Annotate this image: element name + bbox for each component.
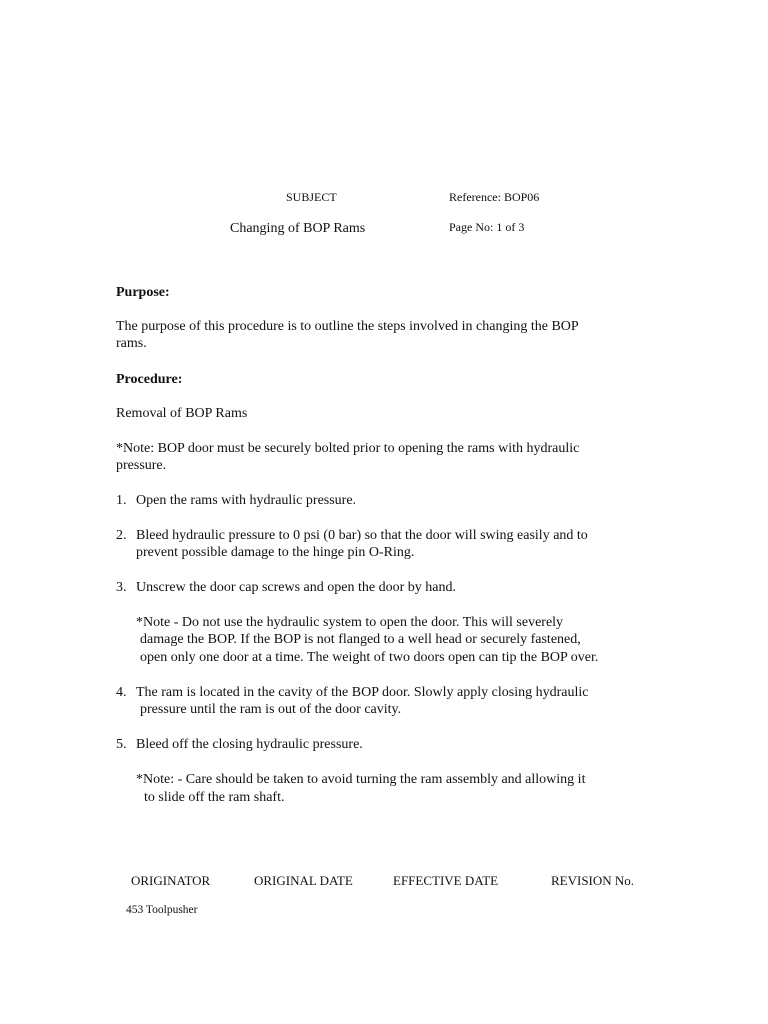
step-1 xyxy=(116,492,356,509)
step-5-note-line-1: *Note: - Care should be taken to avoid turning the ram assembly and allowing it xyxy=(136,772,586,787)
page-number: Page No: 1 of 3 xyxy=(449,220,525,234)
purpose-heading: Purpose: xyxy=(116,285,170,300)
step-number: 4. xyxy=(116,685,127,700)
procedure-heading: Procedure: xyxy=(116,372,183,387)
document-title: Changing of BOP Rams xyxy=(230,221,366,236)
step-2-continued: prevent possible damage to the hinge pin O-Ring. xyxy=(136,545,415,560)
step-number: 3. xyxy=(116,580,127,595)
subject-label: SUBJECT xyxy=(286,190,337,204)
note-line-2: pressure. xyxy=(116,458,167,473)
step-3 xyxy=(116,579,456,596)
purpose-line-1: The purpose of this procedure is to outline the steps involved in changing the BOP xyxy=(116,319,579,334)
note-line-1: *Note: BOP door must be securely bolted prior to opening the rams with hydraulic xyxy=(116,441,580,456)
step-number: 1. xyxy=(116,493,127,508)
step-5-note-line-2: to slide off the ram shaft. xyxy=(144,790,285,805)
step-4 xyxy=(116,684,588,701)
step-text: The ram is located in the cavity of the BOP door. Slowly apply closing hydraulic xyxy=(136,685,589,700)
purpose-line-2: rams. xyxy=(116,336,147,351)
revision-label: REVISION No. xyxy=(551,873,635,888)
step-5 xyxy=(116,736,363,753)
effective-date-label: EFFECTIVE DATE xyxy=(393,873,499,888)
step-number: 2. xyxy=(116,528,127,543)
step-4-continued: pressure until the ram is out of the door cavity. xyxy=(140,702,402,717)
step-2 xyxy=(116,527,588,544)
removal-subheading: Removal of BOP Rams xyxy=(116,406,248,421)
step-3-note-line-2: damage the BOP. If the BOP is not flanged to a well head or securely fastened, xyxy=(140,632,581,647)
step-text: Bleed off the closing hydraulic pressure. xyxy=(136,737,363,752)
step-text: Bleed hydraulic pressure to 0 psi (0 bar) so that the door will swing easily and to xyxy=(136,528,588,543)
step-number: 5. xyxy=(116,737,127,752)
step-3-note-line-1: *Note - Do not use the hydraulic system to open the door. This will severely xyxy=(136,615,564,630)
originator-value: 453 Toolpusher xyxy=(126,904,198,916)
step-text: Unscrew the door cap screws and open the door by hand. xyxy=(136,580,456,595)
step-3-note-line-3: open only one door at a time. The weight of two doors open can tip the BOP over. xyxy=(140,650,599,665)
reference-number: Reference: BOP06 xyxy=(449,190,540,204)
original-date-label: ORIGINAL DATE xyxy=(254,873,353,888)
originator-label: ORIGINATOR xyxy=(131,873,211,888)
step-text: Open the rams with hydraulic pressure. xyxy=(136,493,357,508)
